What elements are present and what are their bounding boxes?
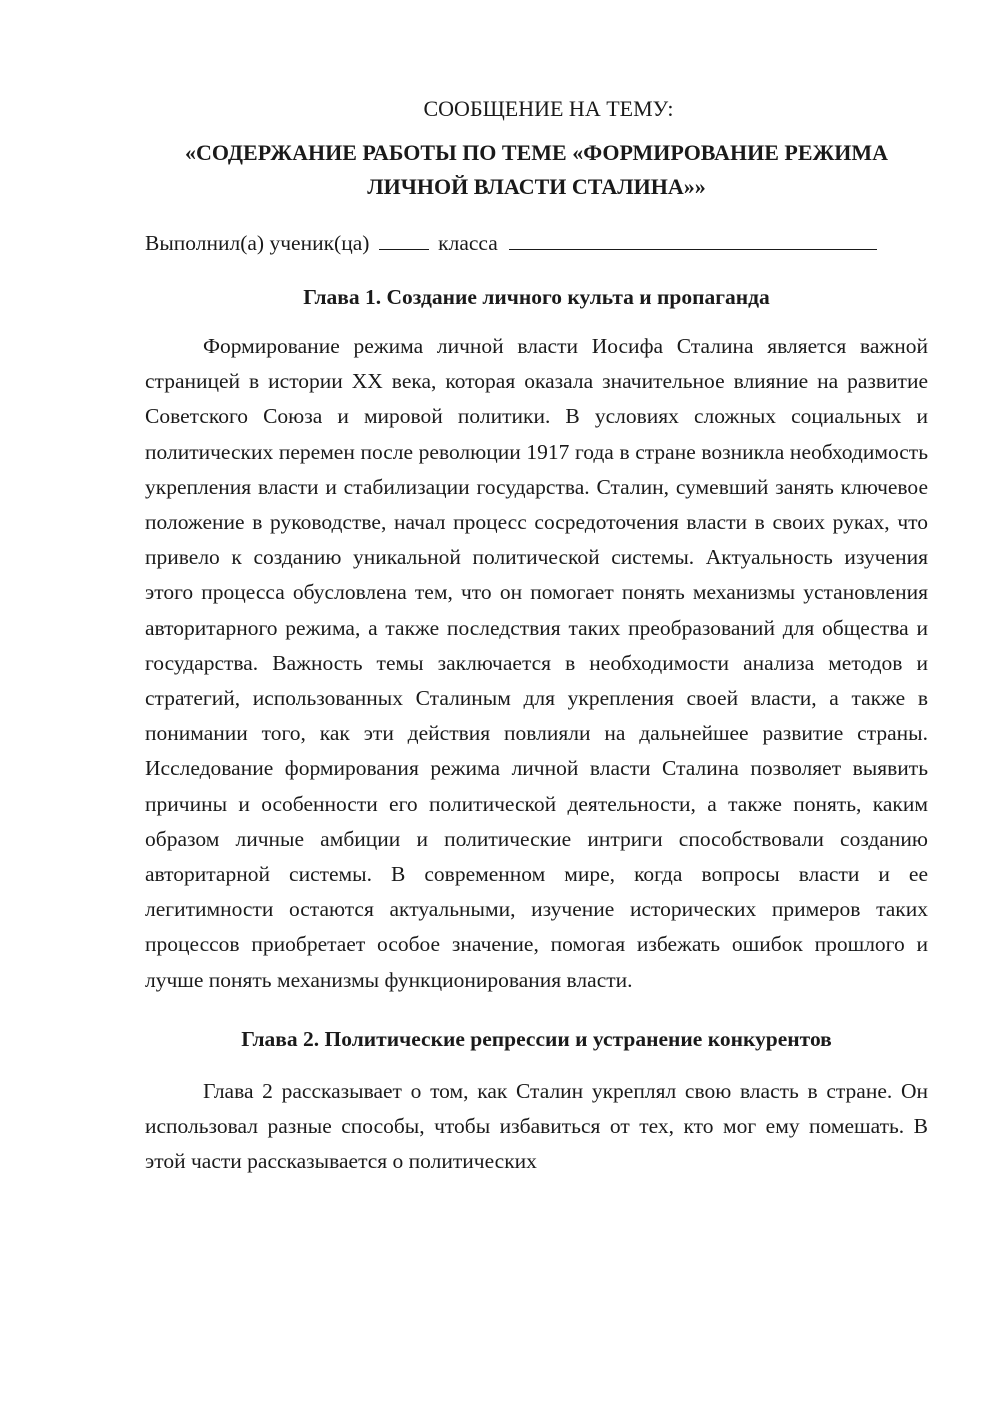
author-class-label: класса <box>438 231 498 255</box>
document-heading: СООБЩЕНИЕ НА ТЕМУ: <box>423 96 674 121</box>
document-title: «СОДЕРЖАНИЕ РАБОТЫ ПО ТЕМЕ «ФОРМИРОВАНИЕ РЕЖИМА ЛИЧНОЙ ВЛАСТИ СТАЛИНА»» <box>184 140 889 199</box>
chapter-1-title: Глава 1. Создание личного культа и пропаганда <box>303 285 770 309</box>
author-prefix: Выполнил(а) ученик(ца) <box>145 231 370 255</box>
author-line <box>145 226 928 260</box>
name-blank <box>509 229 877 250</box>
chapter-1-paragraph: Формирование режима личной власти Иосифа Сталина является важной страницей в истории XX века, которая оказала значительное влияние на развитие Советского Союза и мировой политики. В условиях сложных социальных и политических перемен после революции 1917 года в стране возникла необходимость укрепления власти и стабилизации государства. Сталин, сумевший занять ключевое положение в руководстве, начал процесс сосредоточения власти в своих руках, что привело к созданию уникальной политической системы. Актуальность изучения этого процесса обусловлена тем, что он помогает понять механизмы установления авторитарного режима, а также последствия таких преобразований для общества и государства. Важность темы заключается в необходимости анализа методов и стратегий, использованных Сталиным для укрепления своей власти, а также в понимании того, как эти действия повлияли на дальнейшее развитие страны. Исследование формирования режима личной власти Сталина позволяет выявить причины и особенности его политической деятельности, а также понять, каким образом личные амбиции и политические интриги способствовали созданию авторитарной системы. В современном мире, когда вопросы власти и ее легитимности остаются актуальными, изучение исторических примеров таких процессов приобретает особое значение, помогая избежать ошибок прошлого и лучше понять механизмы функционирования власти. <box>145 334 928 992</box>
grade-blank <box>379 229 429 250</box>
document-page <box>145 92 928 1179</box>
chapter-2-title: Глава 2. Политические репрессии и устранение конкурентов <box>241 1026 832 1051</box>
chapter-2-paragraph: Глава 2 рассказывает о том, как Сталин укреплял свою власть в стране. Он использовал разные способы, чтобы избавиться от тех, кто мог ему помешать. В этой части рассказывается о политических <box>145 1078 928 1174</box>
